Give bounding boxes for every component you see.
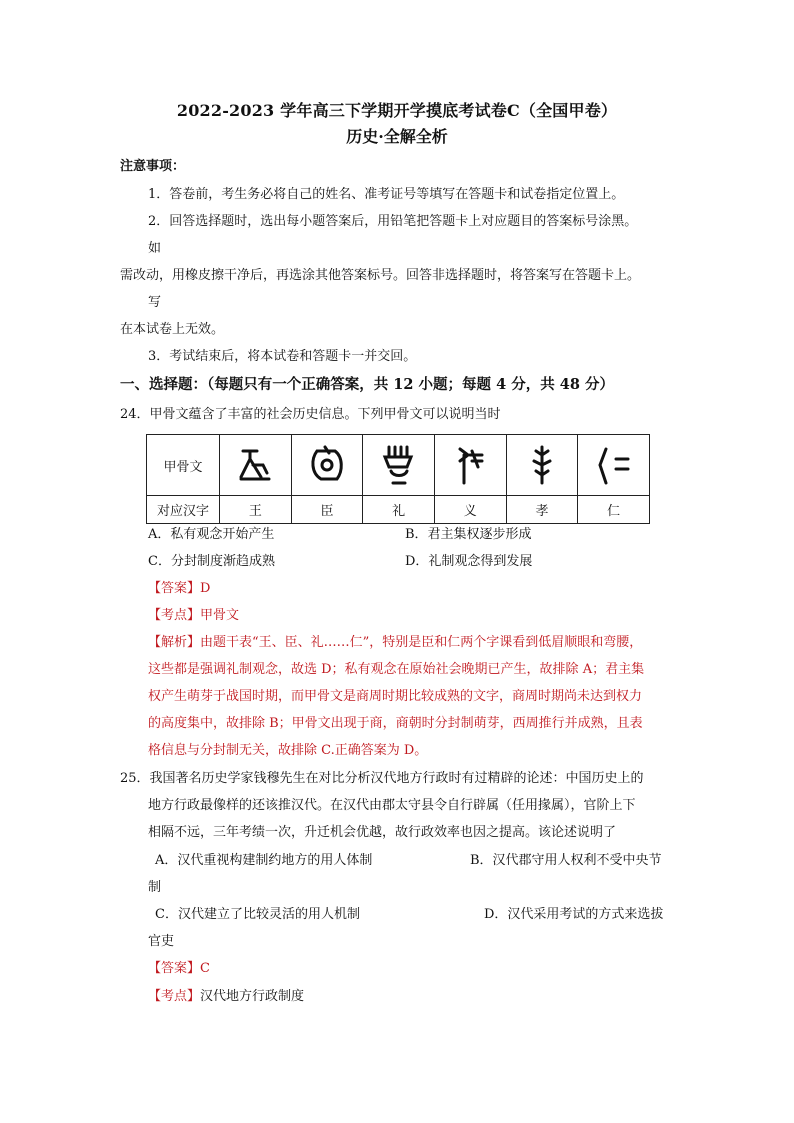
q25-stem-3: 相隔不远，三年考绩一次，升迁机会优越，故行政效率也因之提高。该论述说明了 [148, 825, 617, 840]
note-2-cont: 需改动，用橡皮擦干净后，再选涂其他答案标号。回答非选择题时，将答案写在答题卡上。 [120, 268, 641, 283]
q25-option-b: B．汉代郡守用人权利不受中央节 [470, 853, 662, 868]
oracle-bone-table [146, 434, 650, 524]
q24-option-a: A．私有观念开始产生 [148, 527, 275, 542]
analysis-text: 由题干表“王、臣、礼……仁”，特别是臣和仁两个字课看到低眉顺眼和弯腰， [200, 635, 643, 650]
exam-title: 2022-2023 学年高三下学期开学摸底考试卷C（全国甲卷） [176, 101, 618, 120]
q25-option-d-wrap: 官吏 [148, 934, 175, 949]
point-tag: 【考点】 [148, 989, 201, 1004]
q25-option-d: D．汉代采用考试的方式来选拔 [484, 907, 664, 922]
q24-point [148, 607, 239, 625]
note-2-wrap2: 写 [148, 295, 162, 310]
oracle-yi-icon [434, 435, 506, 496]
q24-analysis-5: 格信息与分封制无关，故排除 C.正确答案为 D。 [148, 743, 428, 758]
han-char: 义 [434, 496, 506, 524]
oracle-li-icon [363, 435, 435, 496]
han-char: 礼 [363, 496, 435, 524]
q24-analysis-3: 权产生萌芽于战国时期，而甲骨文是商周时期比较成熟的文字，商周时期尚未达到权力 [148, 689, 643, 704]
oracle-xiao-icon [506, 435, 578, 496]
han-char: 王 [220, 496, 292, 524]
q24-analysis-1 [148, 634, 642, 652]
note-3: 3．考试结束后，将本试卷和答题卡一并交回。 [148, 349, 417, 364]
point-value: 汉代地方行政制度 [200, 989, 305, 1004]
answer-tag: 【答案】 [148, 961, 201, 976]
q24-analysis-4: 的高度集中，故排除 B；甲骨文出现于商，商朝时分封制萌芽，西周推行并成熟，且表 [148, 716, 643, 731]
q25-stem-2: 地方行政最像样的还该推汉代。在汉代由郡太守县令自行辟属（任用掾属），官阶上下 [148, 798, 636, 813]
notes-heading: 注意事项： [120, 159, 186, 174]
oracle-ren-icon [578, 435, 650, 496]
point-tag: 【考点】 [148, 608, 201, 623]
q25-option-c: C．汉代建立了比较灵活的用人机制 [155, 907, 360, 922]
point-value: 甲骨文 [200, 608, 240, 623]
q24-option-d: D．礼制观念得到发展 [405, 554, 533, 569]
oracle-chen-icon [291, 435, 363, 496]
q25-option-b-wrap: 制 [148, 880, 162, 895]
q25-stem-1: 25．我国著名历史学家钱穆先生在对比分析汉代地方行政时有过精辟的论述：中国历史上的 [120, 771, 644, 786]
han-char: 仁 [578, 496, 650, 524]
answer-value: C [200, 961, 210, 976]
answer-value: D [200, 581, 211, 596]
q24-stem: 24．甲骨文蕴含了丰富的社会历史信息。下列甲骨文可以说明当时 [120, 407, 501, 422]
note-2-wrap: 如 [148, 241, 162, 256]
q24-analysis-2: 这些都是强调礼制观念，故选 D；私有观念在原始社会晚期已产生，故排除 A；君主集 [148, 662, 645, 677]
q24-answer [148, 580, 210, 598]
q25-point [148, 988, 304, 1006]
table-head-oracle: 甲骨文 [147, 435, 220, 496]
q25-option-a: A．汉代重视构建制约地方的用人体制 [155, 853, 373, 868]
han-char: 孝 [506, 496, 578, 524]
oracle-wang-icon [220, 435, 292, 496]
note-2-end: 在本试卷上无效。 [120, 322, 225, 337]
exam-subtitle: 历史·全解全析 [346, 127, 448, 146]
table-head-han: 对应汉字 [147, 496, 220, 524]
han-char: 臣 [291, 496, 363, 524]
q24-option-c: C．分封制度渐趋成熟 [148, 554, 275, 569]
analysis-tag: 【解析】 [148, 635, 201, 650]
q25-answer [148, 960, 210, 978]
note-2: 2．回答选择题时，选出每小题答案后，用铅笔把答题卡上对应题目的答案标号涂黑。 [148, 214, 638, 229]
q24-option-b: B．君主集权逐步形成 [405, 527, 532, 542]
section-title: 一、选择题：（每题只有一个正确答案，共 12 小题；每题 4 分，共 48 分） [120, 376, 614, 393]
answer-tag: 【答案】 [148, 581, 201, 596]
note-1: 1．答卷前，考生务必将自己的姓名、准考证号等填写在答题卡和试卷指定位置上。 [148, 187, 625, 202]
